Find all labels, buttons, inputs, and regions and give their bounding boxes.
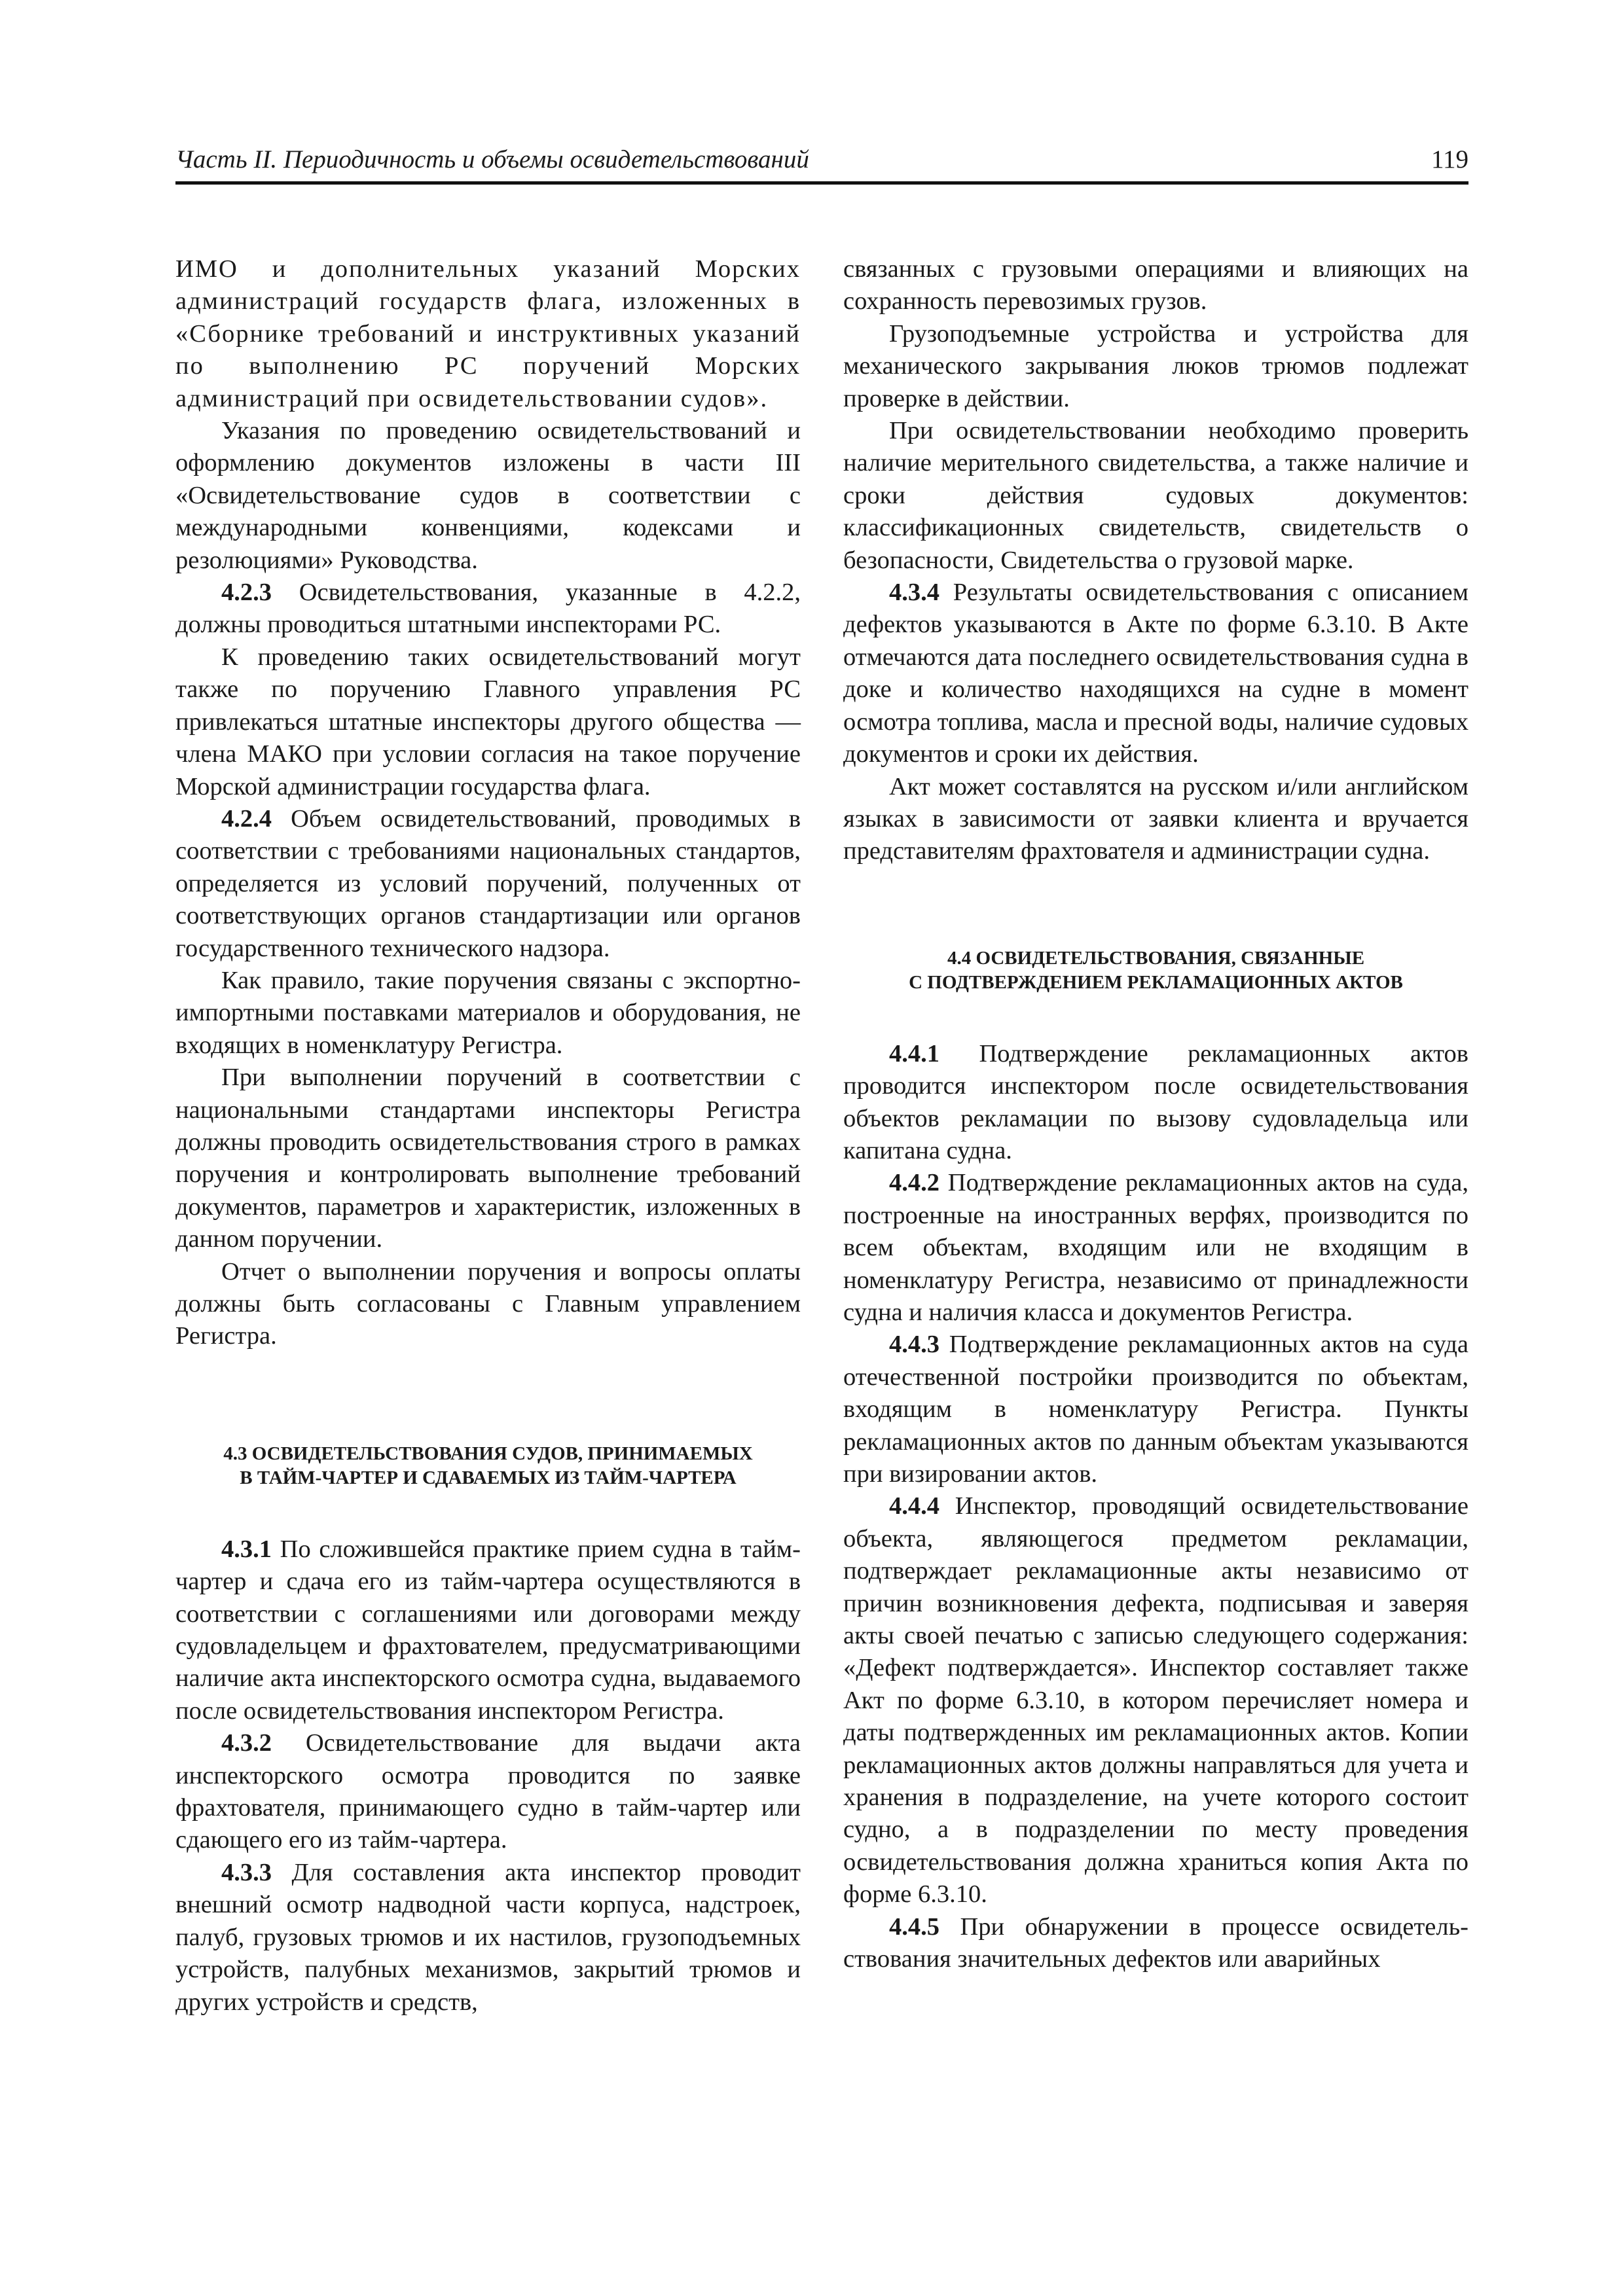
clause-number: 4.4.4 [889,1492,939,1520]
clause-number: 4.3.2 [221,1729,272,1757]
clause-text: При обнаружении в процессе освидетельствования значительных дефектов или аварийных [843,1912,1468,1973]
clause-number: 4.2.3 [221,579,272,607]
clause-text: Результаты освидетельствования с описанием дефектов указываются в Акте по форме 6.3.10. В Акте отмечаются дата последнего освидетельствования судна в доке и количество находящихся на судне в момент осмотра топлива, масла и пресной воды, наличие судовых документов и сроки их действия. [843,579,1468,768]
paragraph: При освидетельствовании необходимо проверить наличие мерительного свидетельства, а также наличие и сроки действия судовых документов: классификационных свидетельств, свидетельств о безопасности, Свидетельства о грузовой марке. [843,417,1468,574]
clause-number: 4.4.2 [889,1169,939,1197]
paragraph: связанных с грузовыми операциями и влияющих на сохранность перевозимых грузов. [843,255,1468,315]
paragraph [175,577,801,641]
paragraph [175,803,801,965]
paragraph: Акт может составлятся на русском и/или английском языках в зависимости от заявки клиента и вручается представителям фрахтователя и администрации судна. [843,772,1468,865]
clause-number: 4.4.5 [889,1912,939,1941]
heading-line: 4.4 ОСВИДЕТЕЛЬСТВОВАНИЯ, СВЯЗАННЫЕ [947,947,1365,969]
clause-text: Освидетельствование для выдачи акта инспекторского осмотра проводится по заявке фрахтователя, принимающего судно в тайм-чартер или сдающего его из тайм-чартера. [175,1729,801,1854]
clause-text: Подтверждение рекламационных актов на суда отечественной постройки производится по объектам, входящим в номенклатуру Регистра. Пункты рекламационных актов по данным объектам указываются при визировании актов. [843,1331,1468,1488]
right-column [843,253,1468,1976]
paragraph [175,1727,801,1857]
clause-number: 4.3.4 [889,579,939,607]
clause-number: 4.3.1 [221,1535,272,1563]
clause-number: 4.4.1 [889,1039,939,1067]
left-column [175,253,801,2018]
heading-line: С ПОДТВЕРЖДЕНИЕМ РЕКЛАМАЦИОННЫХ АКТОВ [909,971,1403,993]
heading-line: В ТАЙМ-ЧАРТЕР И СДАВАЕМЫХ ИЗ ТАЙМ-ЧАРТЕРА [240,1467,737,1488]
clause-number: 4.4.3 [889,1331,939,1359]
section-heading-4-4 [843,946,1468,995]
paragraph: Грузоподъемные устройства и устройства для механического закрывания люков трюмов подлежат проверке в действии. [843,319,1468,412]
paragraph [843,1490,1468,1910]
paragraph: При выполнении поручений в соответствии с национальными стандартами инспекторы Регистра должны проводить освидетельствования строго в рамках поручения и контролировать выполнение требований документов, параметров и характеристик, изложенных в данном поручении. [175,1064,801,1253]
paragraph [843,577,1468,770]
clause-text: Подтверждение рекламационных актов проводится инспектором после освидетельствования объектов рекламации по вызову судовладельца или капитана судна. [843,1039,1468,1164]
heading-line: 4.3 ОСВИДЕТЕЛЬСТВОВАНИЯ СУДОВ, ПРИНИМАЕМЫХ [223,1443,753,1464]
running-header-title: Часть II. Периодичность и объемы освидетельствований [175,145,809,173]
paragraph: Указания по проведению освидетельствований и оформлению документов изложены в части III «Освидетельствование судов в соответствии с международными конвенциями, кодексами и резолюциями» Руководства. [175,417,801,574]
paragraph [843,1911,1468,1976]
clause-text: По сложившейся практике прием судна в тайм-чартер и сдача его из тайм-чартера осуществляются в соответствии с соглашениями или договорами между судовладельцем и фрахтователем, предусматривающими наличие акта инспекторского осмотра судна, выдаваемого после освидетельствования инспектором Регистра. [175,1535,801,1725]
page-number: 119 [1431,145,1468,173]
clause-text: Подтверждение рекламационных актов на суда, построенные на иностранных верфях, производится по всем объектам, входящим или не входящим в номенклатуру Регистра, независимо от принадлежности судна и наличия класса и документов Регистра. [843,1169,1468,1326]
paragraph [843,1329,1468,1490]
paragraph [175,1534,801,1727]
paragraph [843,1167,1468,1329]
clause-text: Инспектор, проводящий освидетельствование объекта, являющегося предметом рекламации, подтверждает рекламационные акты независимо от причин возникновения дефекта, подписывая и заверяя акты своей печатью с записью следующего содержания: «Дефект подтверждается». Инспектор составляет также Акт по форме 6.3.10, в котором перечисляет номера и даты подтвержденных им рекламационных актов. Копии рекламационных актов должны направляться для учета и хранения в подразделение, на учете которого состоит судно, а в подразделении по месту проведения освидетельствования должна храниться копия Акта по форме 6.3.10. [843,1492,1468,1909]
paragraph [843,1038,1468,1168]
running-header [175,141,1468,185]
paragraph [175,1857,801,2018]
clause-text: Освидетельствования, указанные в 4.2.2, должны проводиться штатными инспекторами РС. [175,579,801,639]
document-page [175,141,1468,2202]
paragraph: ИМО и дополнительных указаний Морских администраций государств флага, изложенных в «Сборнике требований и инструктивных указаний по выполнению РС поручений Морских администраций при освидетельствовании судов». [175,255,801,412]
paragraph: К проведению таких освидетельствований могут также по поручению Главного управления РС привлекаться штатные инспекторы другого общества — члена МАКО при условии согласия на такое поручение Морской администрации государства флага. [175,643,801,800]
clause-number: 4.2.4 [221,804,272,833]
clause-number: 4.3.3 [221,1858,272,1886]
section-heading-4-3 [175,1442,801,1490]
paragraph: Отчет о выполнении поручения и вопросы оплаты должны быть согласованы с Главным управлением Регистра. [175,1257,801,1350]
paragraph: Как правило, такие поручения связаны с экспортно-импортными поставками материалов и оборудования, не входящих в номенклатуру Регистра. [175,966,801,1059]
clause-text: Объем освидетельствований, проводимых в соответствии с требованиями национальных стандартов, определяется из условий поручений, полученных от соответствующих органов стандартизации или органов государственного технического надзора. [175,804,801,962]
clause-text: Для составления акта инспектор проводит внешний осмотр надводной части корпуса, надстроек, палуб, грузовых трюмов и их настилов, грузоподъемных устройств, палубных механизмов, закрытий трюмов и других устройств и средств, [175,1858,801,2016]
